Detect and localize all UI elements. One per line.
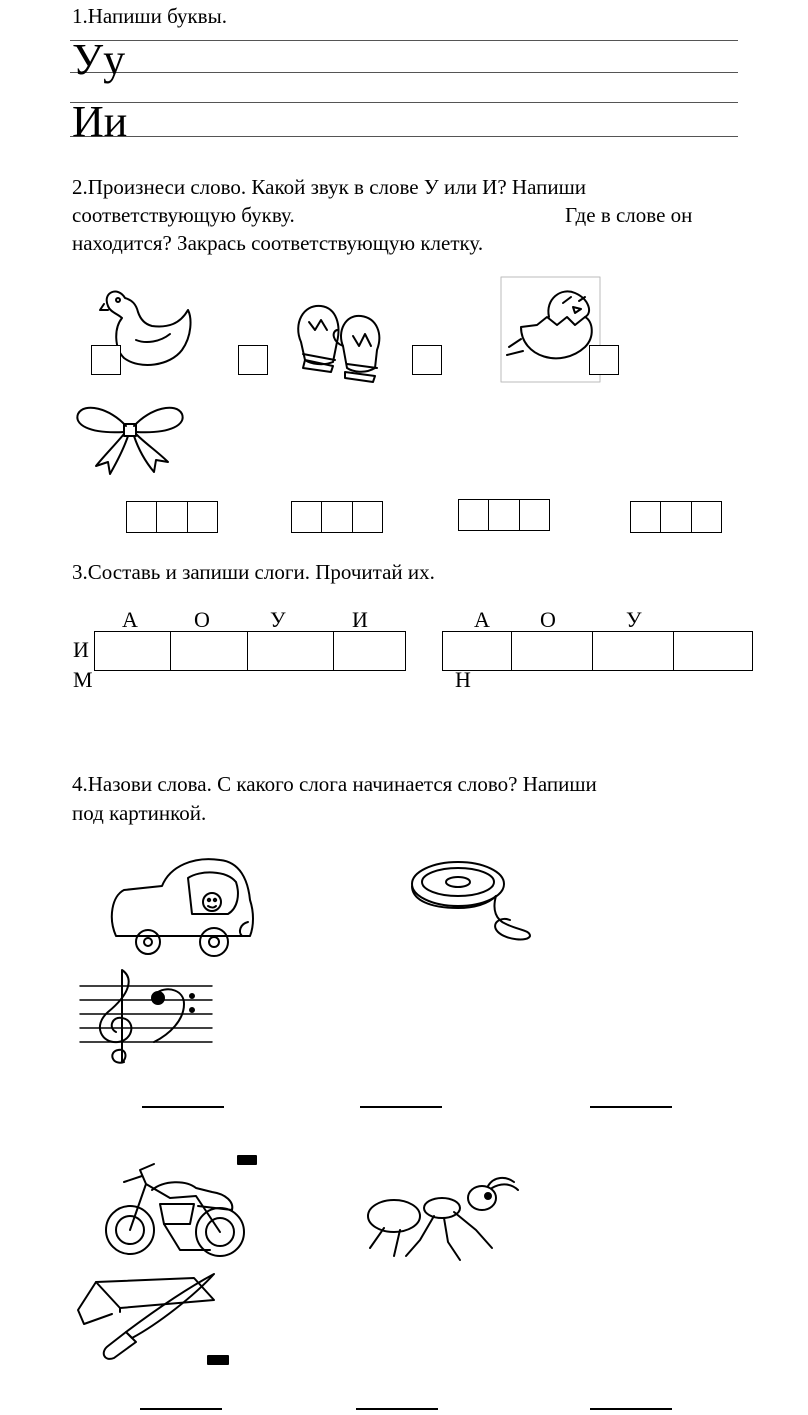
sound-position-cells[interactable] [458, 499, 550, 531]
bow-icon [74, 400, 186, 478]
task2-line1: 2.Произнеси слово. Какой звук в слове У или И? Напиши [72, 175, 587, 199]
vowel-label: О [194, 607, 210, 632]
knife-board-icon [74, 1270, 234, 1368]
syllable-grid-left[interactable] [94, 631, 406, 671]
truck-icon [108, 856, 256, 956]
task2-line2a: соответствующую букву. [72, 203, 295, 227]
answer-box[interactable] [238, 345, 268, 375]
task2-line2b: Где в слове он [565, 203, 693, 227]
consonant-label: М [73, 667, 93, 692]
answer-line[interactable] [142, 1106, 224, 1108]
answer-line[interactable] [590, 1408, 672, 1410]
music-notes-icon [78, 964, 216, 1066]
task4-line2: под картинкой. [72, 801, 207, 825]
answer-line[interactable] [590, 1106, 672, 1108]
writing-line [70, 72, 738, 73]
answer-box[interactable] [412, 345, 442, 375]
answer-line[interactable] [140, 1408, 222, 1410]
vowel-label: У [270, 607, 286, 632]
answer-line[interactable] [356, 1408, 438, 1410]
sound-position-cells[interactable] [126, 501, 218, 533]
sound-position-cells[interactable] [291, 501, 383, 533]
chick-icon [501, 277, 601, 383]
letters-i: Ии [72, 97, 128, 146]
sound-position-cells[interactable] [630, 501, 722, 533]
task1-title: 1.Напиши буквы. [72, 4, 227, 28]
vowel-label: И [352, 607, 368, 632]
task4-line1: 4.Назови слова. С какого слога начинается слово? Напиши [72, 772, 597, 796]
syllable-grid-right[interactable] [442, 631, 753, 671]
mittens-icon [293, 302, 388, 384]
task2-line3: находится? Закрась соответствующую клетку. [72, 231, 484, 255]
consonant-label: И [73, 637, 89, 662]
task3-title: 3.Составь и запиши слоги. Прочитай их. [72, 560, 435, 584]
answer-line[interactable] [360, 1106, 442, 1108]
vowel-label: А [122, 607, 138, 632]
writing-line [70, 136, 738, 137]
motorcycle-icon [100, 1154, 260, 1260]
thread-spool-icon [410, 860, 532, 942]
vowel-label: У [626, 607, 642, 632]
ant-icon [364, 1176, 522, 1264]
consonant-label: Н [455, 667, 471, 692]
writing-line [70, 40, 738, 41]
vowel-label: А [474, 607, 490, 632]
answer-box[interactable] [589, 345, 619, 375]
letters-u: Уу [72, 35, 126, 84]
answer-box[interactable] [91, 345, 121, 375]
vowel-label: О [540, 607, 556, 632]
writing-line [70, 102, 738, 103]
